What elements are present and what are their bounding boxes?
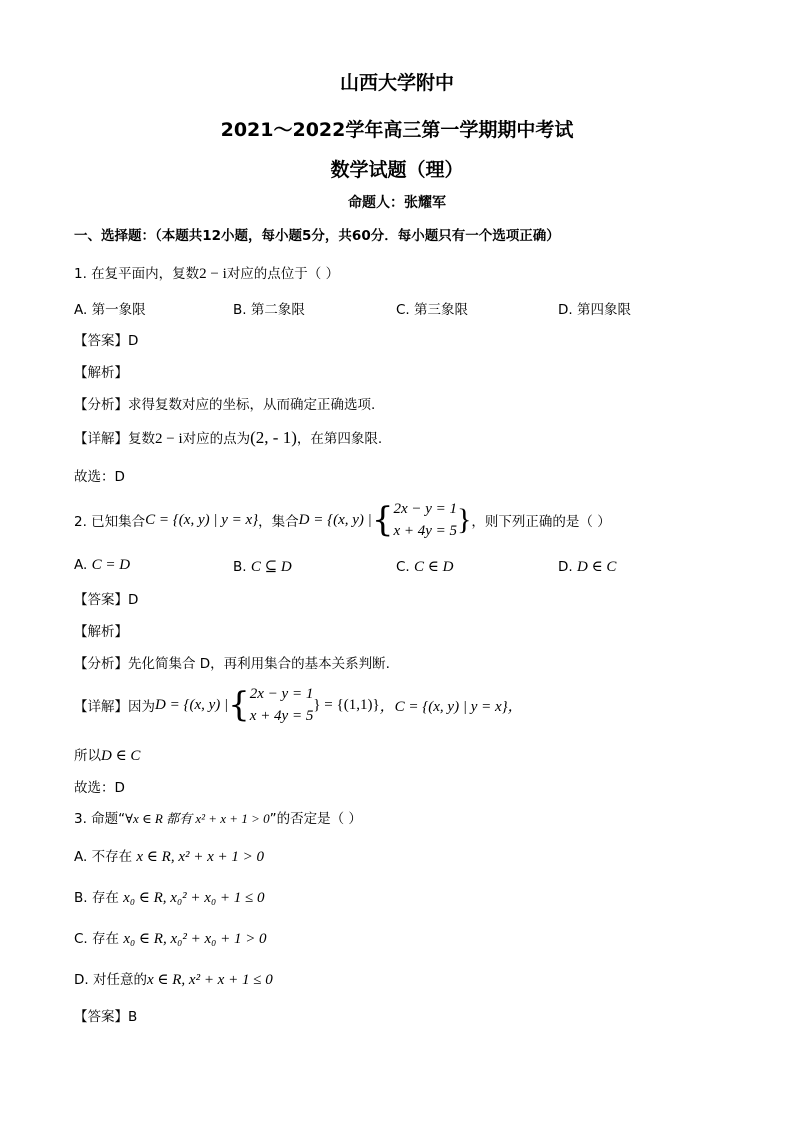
q2-stem-mid: ，集合 [258, 514, 299, 530]
q1-jiexi: 【解析】 [74, 365, 128, 381]
q2-option-a: A. C = D [74, 557, 131, 573]
q1-xiangjie-math1: 2 − i [155, 431, 183, 447]
q2-fenxi: 【分析】先化简集合 D，再利用集合的基本关系判断. [74, 656, 390, 672]
q2-xiangjie [74, 680, 523, 730]
section-heading: 一、选择题：（本题共12小题，每小题5分，共60分．每小题只有一个选项正确） [74, 228, 560, 244]
q1-fenxi: 【分析】求得复数对应的坐标，从而确定正确选项. [74, 397, 376, 413]
q1-xiangjie-pre: 【详解】复数 [74, 431, 155, 447]
q1-stem-math: 2 − i [199, 266, 227, 282]
q3-option-a: A. 不存在 x ∈ R, x² + x + 1 > 0 [74, 849, 264, 865]
q2-set-d-post: } [457, 503, 472, 536]
q1-xiangjie-post: ，在第四象限. [296, 431, 383, 447]
q2-xiangjie-set-d: D = {(x, y) | [155, 696, 229, 713]
exam-title: 2021～2022学年高三第一学期期中考试 [220, 119, 574, 141]
question-2-stem [74, 496, 611, 544]
q2-xiangjie-set-c: ，C = {(x, y) | y = x}， [379, 698, 523, 715]
brace-icon: { [228, 685, 250, 725]
q1-xiangjie-mid: 对应的点为 [182, 431, 251, 447]
q1-stem-pre: 1. 在复平面内，复数 [74, 266, 200, 282]
q2-option-c: C. C ∈ D [396, 559, 454, 575]
subject-title: 数学试题（理） [330, 159, 464, 181]
q3-option-b: B. 存在 x₀ ∈ R, x₀² + x₀ + 1 ≤ 0 [74, 890, 265, 906]
q2-suoyi: 所以D ∈ C [74, 748, 141, 764]
question-3-stem: 3. 命题“∀x ∈ R 都有 x² + x + 1 > 0”的否定是（ ） [74, 811, 362, 827]
q3-answer: 【答案】B [74, 1009, 138, 1025]
q2-jiexi: 【解析】 [74, 624, 128, 640]
q3-option-d: D. 对任意的x ∈ R, x² + x + 1 ≤ 0 [74, 972, 273, 988]
q2-xiangjie-eq1: 2x − y = 1 [249, 686, 314, 702]
q2-answer: 【答案】D [74, 592, 139, 608]
q1-guxuan: 故选：D [74, 469, 125, 485]
question-1-stem [74, 262, 339, 283]
q1-option-d: D. 第四象限 [558, 302, 631, 318]
q2-xiangjie-result: } = {(1,1)} [313, 696, 380, 713]
q2-xiangjie-eq2: x + 4y = 5 [249, 708, 314, 724]
q2-set-c: C = {(x, y) | y = x} [145, 511, 259, 528]
q1-stem-post: 对应的点位于（ ） [226, 266, 340, 282]
q2-stem-post: ，则下列正确的是（ ） [471, 514, 611, 530]
q1-option-c: C. 第三象限 [396, 302, 469, 318]
q2-option-d: D. D ∈ C [558, 559, 617, 575]
author-line: 命题人：张耀军 [348, 195, 446, 211]
q2-eq1: 2x − y = 1 [393, 501, 458, 517]
q1-answer: 【答案】D [74, 333, 139, 349]
q3-option-c: C. 存在 x₀ ∈ R, x₀² + x₀ + 1 > 0 [74, 931, 267, 947]
q2-eq2: x + 4y = 5 [393, 523, 458, 539]
q2-set-d-pre: D = {(x, y) | [298, 511, 372, 528]
school-title: 山西大学附中 [339, 72, 454, 94]
q1-option-b: B. 第二象限 [233, 302, 305, 318]
q1-xiangjie [74, 427, 382, 448]
q2-xiangjie-pre: 【详解】因为 [74, 699, 155, 715]
brace-icon: { [371, 500, 394, 540]
q1-option-a: A. 第一象限 [74, 302, 146, 318]
q2-guxuan: 故选：D [74, 780, 125, 796]
q2-stem-pre: 2. 已知集合 [74, 514, 146, 530]
q2-xiangjie-system [250, 683, 314, 727]
q2-equation-system [393, 498, 457, 542]
q2-option-b: B. C ⊆ D [233, 559, 292, 575]
q1-xiangjie-math2: (2, - 1) [250, 428, 297, 447]
